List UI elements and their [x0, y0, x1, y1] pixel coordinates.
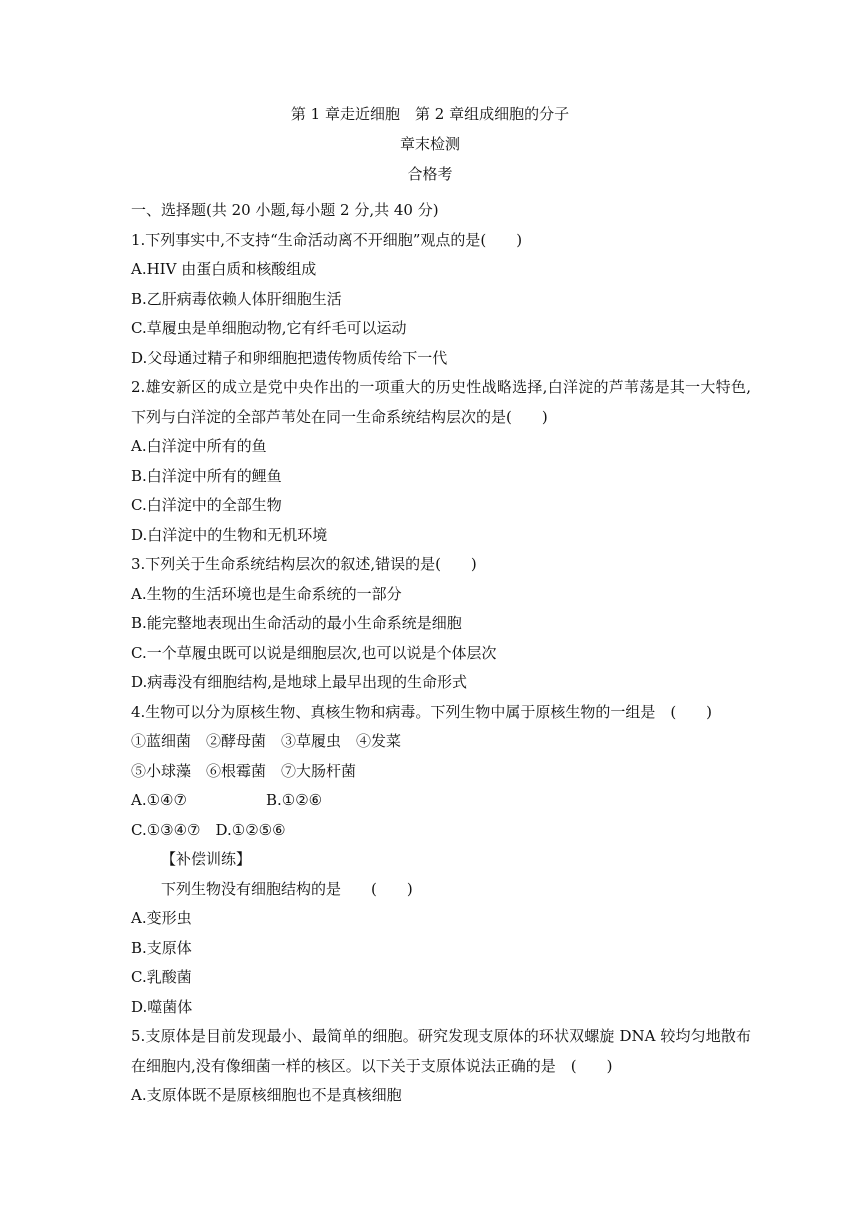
question-2	[131, 373, 751, 550]
question-stem: 5.支原体是目前发现最小、最简单的细胞。研究发现支原体的环状双螺旋 DNA 较均匀地散布在细胞内,没有像细菌一样的核区。以下关于支原体说法正确的是 ( )	[131, 1027, 751, 1075]
option-c: C.一个草履虫既可以说是细胞层次,也可以说是个体层次	[131, 643, 497, 662]
supplement-stem: 下列生物没有细胞结构的是 ( )	[161, 879, 413, 898]
option-d: D.病毒没有细胞结构,是地球上最早出现的生命形式	[131, 673, 468, 691]
option-a: A.HIV 由蛋白质和核酸组成	[131, 260, 317, 278]
options-row-ab	[131, 786, 751, 816]
question-stem: 2.雄安新区的成立是党中央作出的一项重大的历史性战略选择,白洋淀的芦苇荡是其一大特色,下列与白洋淀的全部芦苇处在同一生命系统结构层次的是( )	[131, 378, 751, 426]
supplement-exercise	[131, 845, 751, 1022]
option-b: B.乙肝病毒依赖人体肝细胞生活	[131, 289, 342, 308]
question-3	[131, 550, 751, 698]
option-d: D.白洋淀中的生物和无机环境	[131, 525, 328, 544]
supplement-label: 【补偿训练】	[161, 850, 252, 868]
option-c: C.草履虫是单细胞动物,它有纤毛可以运动	[131, 319, 407, 337]
option-b: B.白洋淀中所有的鲤鱼	[131, 466, 282, 485]
option-a: A.白洋淀中所有的鱼	[131, 437, 267, 455]
part-heading: 一、选择题(共 20 小题,每小题 2 分,共 40 分)	[131, 201, 439, 219]
question-5	[131, 1022, 751, 1111]
question-4	[131, 698, 751, 846]
option-d: D.噬菌体	[131, 997, 193, 1016]
option-a: A.生物的生活环境也是生命系统的一部分	[131, 584, 402, 603]
question-stem: 1.下列事实中,不支持“生命活动离不开细胞”观点的是( )	[131, 230, 523, 249]
options-row-cd: C.①③④⑦ D.①②⑤⑥	[131, 820, 286, 839]
organism-list-row-2: ⑤小球藻 ⑥根霉菌 ⑦大肠杆菌	[131, 761, 357, 780]
option-b: B.支原体	[131, 938, 192, 957]
option-d: D.父母通过精子和卵细胞把遗传物质传给下一代	[131, 348, 448, 367]
question-1	[131, 226, 751, 374]
question-stem: 4.生物可以分为原核生物、真核生物和病毒。下列生物中属于原核生物的一组是 ( )	[131, 702, 713, 721]
option-c: C.乳酸菌	[131, 968, 192, 986]
option-a: A.①④⑦	[131, 791, 187, 809]
document-subtitle: 章末检测	[399, 135, 460, 153]
document-body	[131, 196, 751, 1111]
option-a: A.变形虫	[131, 909, 192, 927]
option-c: C.白洋淀中的全部生物	[131, 496, 282, 514]
option-b: B.能完整地表现出生命活动的最小生命系统是细胞	[131, 614, 462, 632]
option-b: B.①②⑥	[266, 791, 323, 809]
option-a: A.支原体既不是原核细胞也不是真核细胞	[131, 1086, 402, 1104]
chapter-title: 第 1 章走近细胞 第 2 章组成细胞的分子	[290, 105, 570, 123]
question-stem: 3.下列关于生命系统结构层次的叙述,错误的是( )	[131, 555, 477, 573]
organism-list-row-1: ①蓝细菌 ②酵母菌 ③草履虫 ④发菜	[131, 732, 402, 750]
section-label: 合格考	[407, 165, 453, 183]
